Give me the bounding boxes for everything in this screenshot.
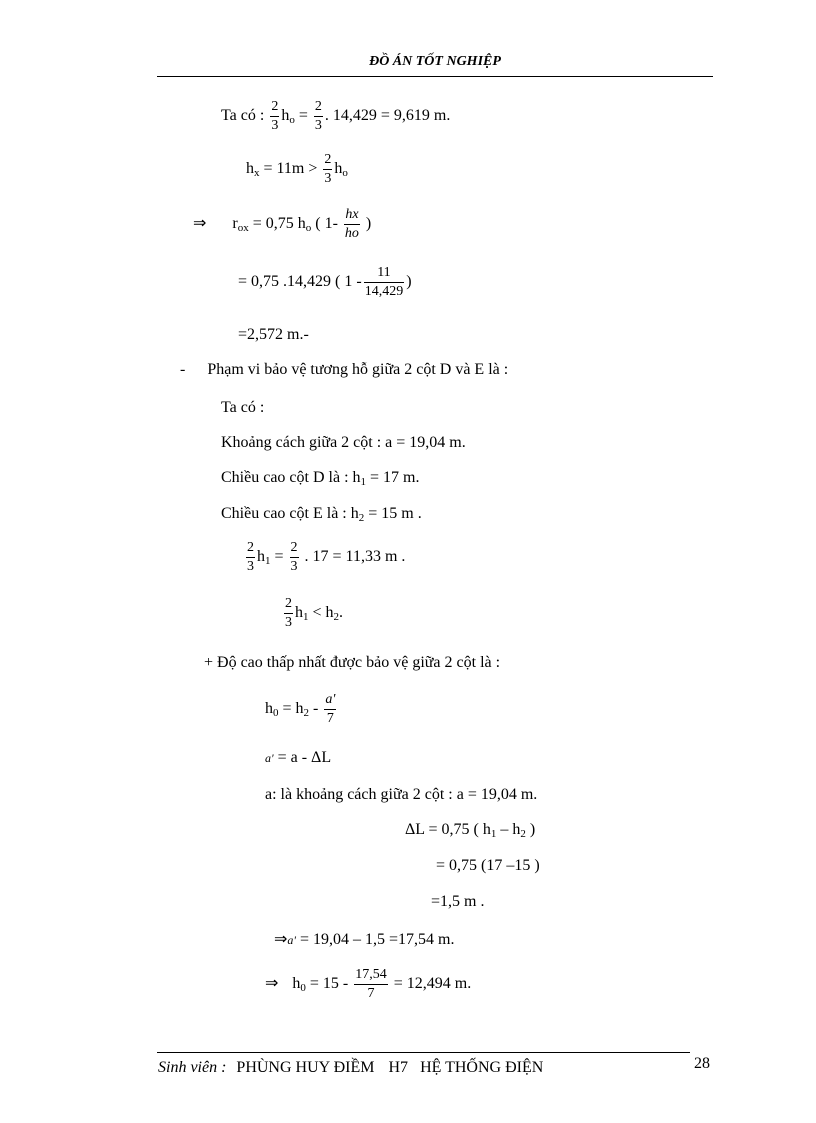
text: = 12,494 m.: [393, 975, 472, 993]
text: ( 1-: [315, 215, 338, 233]
fraction: [364, 266, 405, 299]
text: Phạm vi bảo vệ tương hỗ giữa 2 cột D và E là :: [207, 361, 509, 378]
formula-line-3: [193, 208, 371, 241]
formula-line-17: [405, 822, 535, 838]
footer: [158, 1059, 543, 1077]
symbol: h: [257, 548, 265, 566]
numerator: 11: [364, 266, 405, 283]
symbol: a': [287, 933, 296, 947]
formula-line-4: [238, 266, 412, 299]
subscript: 2: [358, 512, 365, 524]
fraction: [270, 100, 279, 133]
text-line-9: [221, 470, 419, 486]
fraction: [344, 208, 360, 241]
denominator: 3: [314, 118, 322, 133]
text: = 15 m .: [368, 505, 422, 522]
text: ): [529, 821, 536, 838]
text: Chiều cao cột D là : h: [221, 469, 361, 486]
denominator: 3: [290, 559, 298, 574]
formula-line-1: [221, 100, 450, 133]
subscript: 2: [520, 828, 526, 840]
class-code: H7: [388, 1059, 409, 1076]
text-line-7: Ta có :: [221, 399, 265, 416]
numerator: a': [324, 693, 336, 710]
text: ): [406, 273, 412, 291]
numerator: 17,54: [354, 968, 388, 985]
text: = 19,04 – 1,5 =17,54 m.: [299, 931, 455, 948]
text: . 17 = 11,33 m .: [304, 548, 406, 566]
footer-label: Sinh viên :: [158, 1059, 227, 1076]
formula-line-12: [282, 597, 343, 630]
fraction: [354, 968, 388, 1001]
subscript: 1: [490, 828, 497, 840]
fraction: [246, 541, 255, 574]
formula-line-5: =2,572 m.-: [238, 326, 309, 343]
formula-line-20: [274, 932, 454, 948]
implies-arrow: ⇒: [274, 931, 288, 948]
numerator: 2: [246, 541, 255, 558]
implies-arrow: ⇒: [193, 215, 207, 233]
subscript: 1: [360, 476, 367, 488]
page-header: ĐỒ ÁN TỐT NGHIỆP: [369, 54, 501, 69]
numerator: 2: [284, 597, 293, 614]
text: = h: [282, 700, 304, 718]
text-line-16: a: là khoảng cách giữa 2 cột : a = 19,04 m.: [265, 786, 538, 803]
department: HỆ THỐNG ĐIỆN: [420, 1059, 544, 1076]
numerator: 2: [314, 100, 323, 117]
fraction: [314, 100, 323, 133]
symbol: a': [265, 751, 274, 765]
text: Ta có :: [221, 107, 265, 125]
text: = 15 -: [309, 975, 349, 993]
subscript: 1: [303, 611, 309, 624]
denominator: 3: [324, 171, 332, 186]
equals: =: [274, 548, 284, 566]
formula-line-21: [265, 968, 471, 1001]
formula-line-11: [244, 541, 405, 574]
denominator: 7: [367, 986, 375, 1001]
fraction: [284, 597, 293, 630]
symbol: h: [281, 107, 290, 125]
text: . 14,429 = 9,619 m.: [324, 107, 451, 125]
subscript: o: [342, 167, 348, 180]
formula-line-19: =1,5 m .: [431, 893, 485, 910]
text: ): [365, 215, 372, 233]
formula-line-15: [265, 750, 331, 766]
student-name: PHÙNG HUY ĐIỀM: [236, 1059, 375, 1076]
text: < h: [312, 604, 334, 622]
text: – h: [500, 821, 521, 838]
page-number: 28: [694, 1055, 710, 1072]
denominator: 3: [285, 615, 292, 630]
text: = 17 m.: [370, 469, 420, 486]
text: = 0,75 h: [252, 215, 306, 233]
fraction: [290, 541, 299, 574]
subscript: x: [254, 167, 260, 180]
symbol: h: [292, 975, 301, 993]
formula-line-18: = 0,75 (17 –15 ): [436, 857, 540, 874]
bullet-line: [180, 362, 508, 378]
header-rule: [157, 76, 713, 77]
formula-line-2: [246, 153, 348, 186]
dash: -: [180, 361, 186, 378]
fraction: [323, 153, 332, 186]
numerator: hx: [344, 208, 360, 225]
denominator: ho: [344, 226, 359, 241]
subscript: 0: [273, 707, 279, 720]
text: = 11m >: [263, 160, 318, 178]
text-line-13: + Độ cao thấp nhất được bảo vệ giữa 2 cột là :: [204, 654, 501, 671]
text-line-8: Khoảng cách giữa 2 cột : a = 19,04 m.: [221, 434, 466, 451]
text: ΔL = 0,75 ( h: [405, 821, 491, 838]
subscript: o: [305, 222, 312, 235]
equals: =: [298, 107, 308, 125]
denominator: 14,429: [364, 284, 404, 299]
text: = 0,75 .14,429 ( 1 -: [238, 273, 362, 291]
subscript: 0: [300, 982, 306, 995]
subscript: 2: [303, 707, 310, 720]
text: -: [313, 700, 319, 718]
text: = a - ΔL: [277, 749, 332, 766]
symbol: r: [232, 215, 238, 233]
numerator: 2: [323, 153, 332, 170]
text: .: [339, 604, 344, 622]
subscript: ox: [237, 222, 249, 235]
subscript: o: [289, 114, 295, 127]
symbol: h: [334, 160, 343, 178]
denominator: 3: [271, 118, 279, 133]
subscript: 1: [265, 555, 271, 568]
fraction: [324, 693, 336, 726]
subscript: 2: [333, 611, 340, 624]
numerator: 2: [270, 100, 279, 117]
text-line-10: [221, 506, 422, 522]
text: Chiều cao cột E là : h: [221, 505, 359, 522]
numerator: 2: [290, 541, 299, 558]
symbol: h: [246, 160, 254, 178]
implies-arrow: ⇒: [265, 975, 279, 993]
symbol: h: [265, 700, 273, 718]
symbol: h: [295, 604, 303, 622]
denominator: 7: [326, 711, 334, 726]
denominator: 3: [247, 559, 254, 574]
footer-rule: [157, 1052, 690, 1053]
formula-line-14: [265, 693, 338, 726]
